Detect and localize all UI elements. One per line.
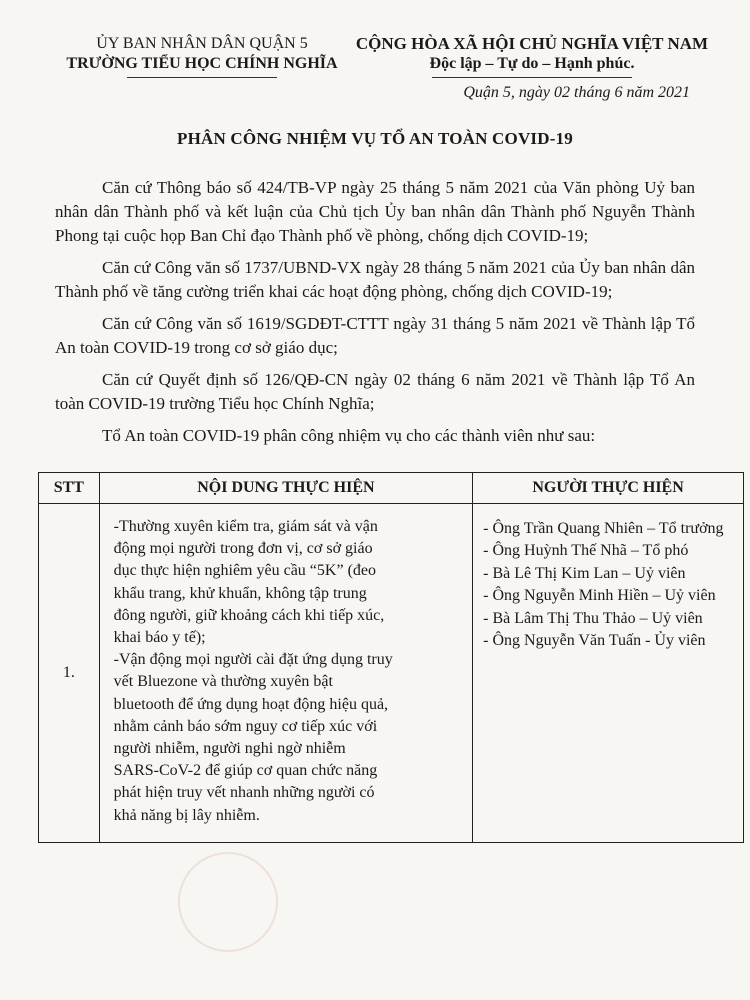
paragraph: Căn cứ Công văn số 1737/UBND-VX ngày 28 tháng 5 năm 2021 của Ủy ban nhân dân Thành phố về tăng cường triển khai các hoạt động phòng, chống dịch COVID-19;: [55, 258, 695, 301]
assignee-item: - Ông Nguyễn Minh Hiền – Uỷ viên: [483, 587, 716, 605]
assignee-item: - Ông Nguyễn Văn Tuấn - Ủy viên: [483, 632, 706, 650]
task-line: vết Bluezone và thường xuyên bật: [113, 673, 333, 691]
task-line: khai báo y tế);: [113, 629, 206, 647]
document-title: PHÂN CÔNG NHIỆM VỤ TỔ AN TOÀN COVID-19: [177, 129, 573, 148]
task-line: khẩu trang, khử khuẩn, không tập trung: [113, 584, 367, 602]
task-line: người nhiễm, người nghi ngờ nhiễm: [113, 740, 346, 758]
preamble: [55, 176, 695, 456]
faint-stamp: [178, 852, 278, 952]
task-line: -Vận động mọi người cài đặt ứng dụng truy: [113, 651, 393, 669]
issuer-underline: [127, 77, 277, 78]
task-line: phát hiện truy vết nhanh những người có: [113, 784, 375, 802]
task-line: nhằm cảnh báo sớm nguy cơ tiếp xúc với: [113, 717, 378, 735]
assignee-item: - Ông Trần Quang Nhiên – Tổ trưởng: [483, 520, 724, 537]
motto-underline: [432, 77, 632, 78]
task-line: đông người, giữ khoảng cách khi tiếp xúc,: [113, 606, 385, 624]
national-title: CỘNG HÒA XÃ HỘI CHỦ NGHĨA VIỆT NAM: [355, 34, 709, 53]
issuer-district: ỦY BAN NHÂN DÂN QUẬN 5: [96, 35, 308, 52]
issuer-school: TRƯỜNG TIỂU HỌC CHÍNH NGHĨA: [66, 55, 338, 72]
task-line: khả năng bị lây nhiễm.: [113, 806, 260, 824]
issuer-header: [52, 34, 352, 78]
paragraph: Căn cứ Thông báo số 424/TB-VP ngày 25 tháng 5 năm 2021 của Văn phòng Uỷ ban nhân dân Thành phố và kết luận của Chủ tịch Ủy ban nhân dân Thành phố Nguyễn Thành Phong tại cuộc họp Ban Chỉ đạo Thành phố về phòng, chống dịch COVID-19;: [55, 178, 695, 245]
task-cell: [99, 504, 473, 843]
header-content: NỘI DUNG THỰC HIỆN: [99, 473, 473, 504]
assignee-item: - Bà Lê Thị Kim Lan – Uỷ viên: [483, 564, 686, 582]
national-header: [352, 34, 712, 78]
date-line: Quận 5, ngày 02 tháng 6 năm 2021: [463, 84, 690, 101]
assignee-item: - Ông Huỳnh Thế Nhã – Tổ phó: [483, 542, 689, 560]
task-line: SARS-CoV-2 để giúp cơ quan chức năng: [113, 762, 378, 780]
paragraph: Tổ An toàn COVID-19 phân công nhiệm vụ cho các thành viên như sau:: [102, 426, 596, 445]
paragraph: Căn cứ Công văn số 1619/SGDĐT-CTTT ngày 31 tháng 5 năm 2021 về Thành lập Tổ An toàn COVID-19 trong cơ sở giáo dục;: [55, 314, 695, 357]
paragraph: Căn cứ Quyết định số 126/QĐ-CN ngày 02 tháng 6 năm 2021 về Thành lập Tổ An toàn COVID-19 trường Tiểu học Chính Nghĩa;: [55, 370, 695, 413]
table-row: [39, 504, 744, 843]
assignment-table: [38, 472, 744, 843]
national-motto: Độc lập – Tự do – Hạnh phúc.: [429, 55, 635, 72]
header-stt: STT: [39, 473, 100, 504]
task-line: động mọi người trong đơn vị, cơ sở giáo: [113, 540, 373, 558]
task-line: -Thường xuyên kiểm tra, giám sát và vận: [113, 518, 378, 535]
header-assignee: NGƯỜI THỰC HIỆN: [473, 473, 744, 504]
task-line: bluetooth để ứng dụng hoạt động hiệu quả,: [113, 695, 389, 713]
assignee-cell: [473, 504, 744, 843]
assignee-item: - Bà Lâm Thị Thu Thảo – Uỷ viên: [483, 609, 703, 627]
table-header-row: [39, 473, 744, 504]
row-number: 1.: [39, 504, 100, 843]
task-line: dục thực hiện nghiêm yêu cầu “5K” (đeo: [113, 562, 376, 580]
